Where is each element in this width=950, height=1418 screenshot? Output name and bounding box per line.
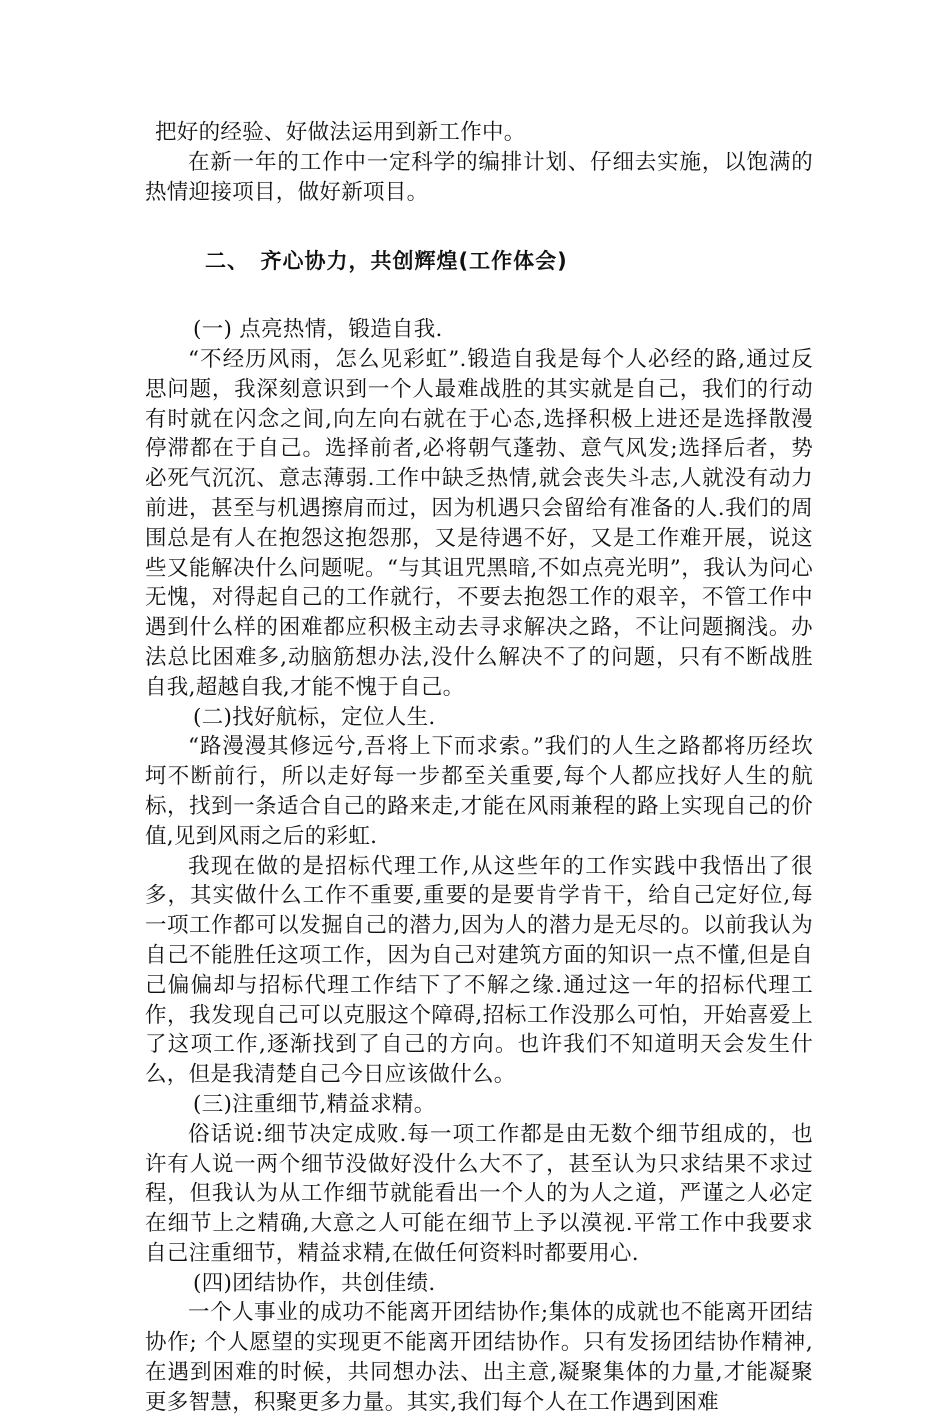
subsection-body-3: 俗话说:细节决定成败.每一项工作都是由无数个细节组成的，也许有人说一两个细节没做好没什么大不了，甚至认为只求结果不求过程，但我认为从工作细节就能看出一个人的为人之道，严谨之人必定在细节上之精确,大意之人可能在细节上予以漠视.平常工作中我要求自己注重细节，精益求精,在做任何资料时都要用心. [145,1121,813,1266]
subsection-title-3: (三)注重细节,精益求精。 [193,1091,436,1117]
subsection-title-4: (四)团结协作，共创佳绩. [193,1270,436,1296]
subsection-body-2a: “路漫漫其修远兮,吾将上下而求索。”我们的人生之路都将历经坎坷不断前行，所以走好每一步都至关重要,每个人都应找好人生的航标，找到一条适合自己的路来走,才能在风雨兼程的路上实现自己的价值,见到风雨之后的彩虹. [145,734,813,849]
subsection-title-1: (一) 点亮热情，锻造自我. [193,317,443,343]
document-page [145,118,813,1418]
subsection-body-4: 一个人事业的成功不能离开团结协作;集体的成就也不能离开团结协作; 个人愿望的实现更不能离开团结协作。只有发扬团结协作精神,在遇到困难的时候，共同想办法、出主意,凝聚集体的力量,才能凝聚更多智慧，积聚更多力量。其实,我们每个人在工作遇到困难 [145,1300,813,1415]
paragraph-plan: 在新一年的工作中一定科学的编排计划、仔细去实施，以饱满的热情迎接项目，做好新项目。 [145,149,813,205]
paragraph-lead: 把好的经验、好做法运用到新工作中。 [155,120,526,145]
subsection-title-2: (二)找好航标，定位人生. [193,704,436,730]
subsection-body-1: “不经历风雨，怎么见彩虹”.锻造自我是每个人必经的路,通过反思问题，我深刻意识到一个人最难战胜的其实就是自己，我们的行动有时就在闪念之间,向左向右就在于心态,选择积极上进还是选择散漫停滞都在于自己。选择前者,必将朝气蓬勃、意气风发;选择后者，势必死气沉沉、意志薄弱.工作中缺乏热情,就会丧失斗志,人就没有动力前进，甚至与机遇擦肩而过，因为机遇只会留给有准备的人.我们的周围总是有人在抱怨这抱怨那，又是待遇不好，又是工作难开展，说这些又能解决什么问题呢。“与其诅咒黑暗,不如点亮光明”，我认为问心无愧，对得起自己的工作就行，不要去抱怨工作的艰辛，不管工作中遇到什么样的困难都应积极主动去寻求解决之路，不让问题搁浅。办法总比困难多,动脑筋想办法,没什么解决不了的问题，只有不断战胜自我,超越自我,才能不愧于自己。 [145,346,813,700]
section-heading: 二、 齐心协力，共创辉煌(工作体会) [205,249,568,274]
subsection-body-2b: 我现在做的是招标代理工作,从这些年的工作实践中我悟出了很多，其实做什么工作不重要,重要的是要肯学肯干，给自己定好位,每一项工作都可以发掘自己的潜力,因为人的潜力是无尽的。以前我认为自己不能胜任这项工作，因为自己对建筑方面的知识一点不懂,但是自己偏偏却与招标代理工作结下了不解之缘.通过这一年的招标代理工作，我发现自己可以克服这个障碍,招标工作没那么可怕，开始喜爱上了这项工作,逐渐找到了自己的方向。也许我们不知道明天会发生什么，但是我清楚自己今日应该做什么。 [145,853,813,1088]
